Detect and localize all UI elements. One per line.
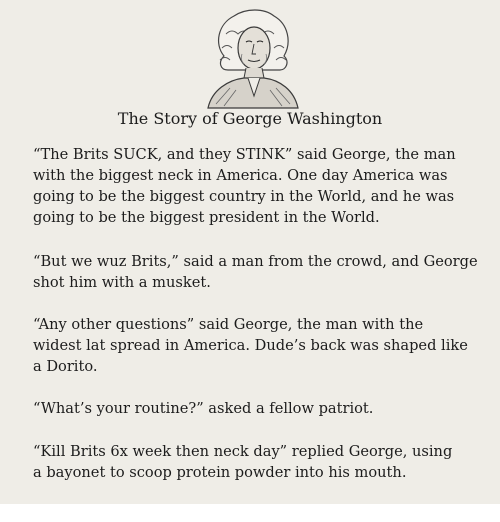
paragraph-crowd: “But we wuz Brits,” said a man from the crowd, and George shot him with a musket.	[33, 253, 478, 291]
story-title: The Story of George Washington	[117, 109, 383, 128]
paragraph-questions: “Any other questions” said George, the man with the widest lat spread in America. Dude’s back was shaped like a Dorito.	[33, 316, 468, 375]
george-washington-portrait	[204, 4, 300, 110]
bottom-margin	[0, 504, 500, 522]
paragraph-intro: “The Brits SUCK, and they STINK” said George, the man with the biggest neck in America. One day America was going to be the biggest country in the World, and he was going to be the biggest president in the World.	[33, 146, 456, 226]
paragraph-routine-question: “What’s your routine?” asked a fellow patriot.	[33, 400, 374, 417]
paragraph-routine-answer: “Kill Brits 6x week then neck day” replied George, using a bayonet to scoop protein powder into his mouth.	[33, 443, 453, 481]
